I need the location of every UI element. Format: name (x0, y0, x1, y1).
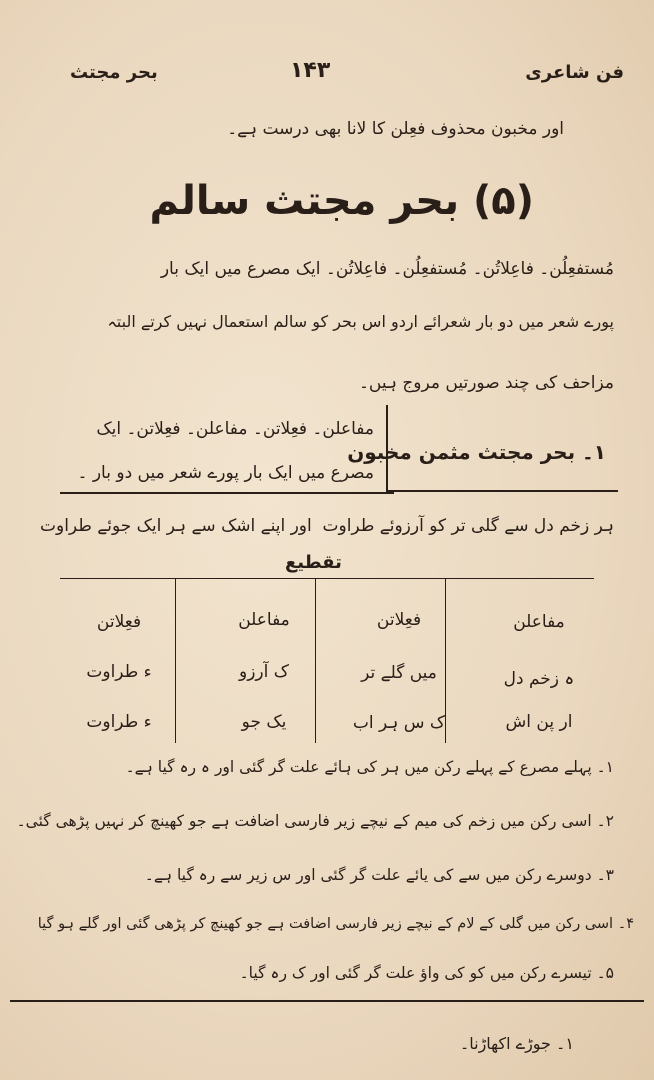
note-1: ۱۔ پہلے مصرع کے پہلے رکن میں ہر کی ہائے علت گر گئی اور ہ رہ گیا ہے۔ (125, 758, 614, 776)
note-2: ۲۔ اسی رکن میں زخم کی میم کے نیچے زیر فارسی اضافت ہے جو کھینچ کر نہیں پڑھی گئی۔ (16, 812, 614, 830)
taqti-col2-row1: میں گلے تر (361, 663, 437, 683)
body-line-3: مزاحف کی چند صورتیں مروج ہیں۔ (358, 373, 614, 393)
couplet-first: ہر زخم دل سے گلی تر کو آرزوئے طراوت (322, 516, 614, 536)
page-number: ۱۴۳ (290, 58, 331, 83)
footnote-rule (10, 1000, 644, 1002)
subsection-title: ۱۔ بحر مجتث مثمن مخبون (347, 440, 606, 464)
taqti-col2-meter: فعِلاتن (376, 610, 422, 630)
taqti-col1-row1: ہ زخم دل (503, 669, 575, 689)
body-line-1: مُستفعِلُن۔ فاعِلاتُن۔ مُستفعِلُن۔ فاعِلاتُن۔ ایک مصرع میں ایک بار (160, 259, 614, 279)
header-left-title: بحر مجتث (70, 62, 158, 83)
footnote: ۱۔ جوڑے اکھاڑنا۔ (459, 1034, 574, 1053)
couplet-second: اور اپنے اشک سے ہر ایک جوئے طراوت (40, 516, 312, 536)
taqti-col4-row1: ء طراوت (86, 662, 152, 682)
taqti-col4-row2: ء طراوت (86, 712, 152, 732)
section-title: (۵) بحر مجتث سالم (149, 178, 534, 224)
subsection-note: مصرع میں ایک بار پورے شعر میں دو بار ۔ (77, 463, 374, 483)
taqti-col1-meter: مفاعلن (513, 612, 565, 632)
taqti-col1-row2: ار پن اش (505, 712, 573, 732)
taqti-col3-row1: ک آرزو (239, 662, 289, 682)
header-right-title: فن شاعری (525, 62, 624, 83)
note-3: ۳۔ دوسرے رکن میں سے کی یائے علت گر گئی اور س زیر سے رہ گیا ہے۔ (144, 866, 614, 884)
note-4: ۴۔ اسی رکن میں گلی کے لام کے نیچے زیر فارسی اضافت ہے جو کھینچ کر پڑھی گئی اور گلے ہو گیا (37, 916, 634, 932)
taqti-rule (60, 578, 594, 579)
note-5: ۵۔ تیسرے رکن میں کو کی واؤ علت گر گئی اور ک رہ گیا۔ (239, 964, 614, 982)
taqti-col3-row2: یک جو (241, 712, 287, 732)
subsection-rule (60, 492, 394, 494)
taqti-divider-1 (445, 578, 446, 743)
subsection-meters: مفاعلن۔ فعِلاتن۔ مفاعلن۔ فعِلاتن۔ ایک (96, 419, 374, 439)
taqti-col2-row2: ک س ہر اب (352, 713, 446, 733)
taqti-col3-meter: مفاعلن (238, 610, 290, 630)
taqti-divider-2 (315, 578, 316, 743)
taqti-divider-3 (175, 578, 176, 743)
intro-line: اور مخبون محذوف فعِلن کا لانا بھی درست ہے۔ (227, 119, 564, 139)
taqti-heading: تقطیع (285, 552, 342, 573)
taqti-col4-meter: فعِلاتن (96, 612, 142, 632)
body-line-2: پورے شعر میں دو بار شعرائے اردو اس بحر کو سالم استعمال نہیں کرتے البتہ (107, 312, 614, 331)
